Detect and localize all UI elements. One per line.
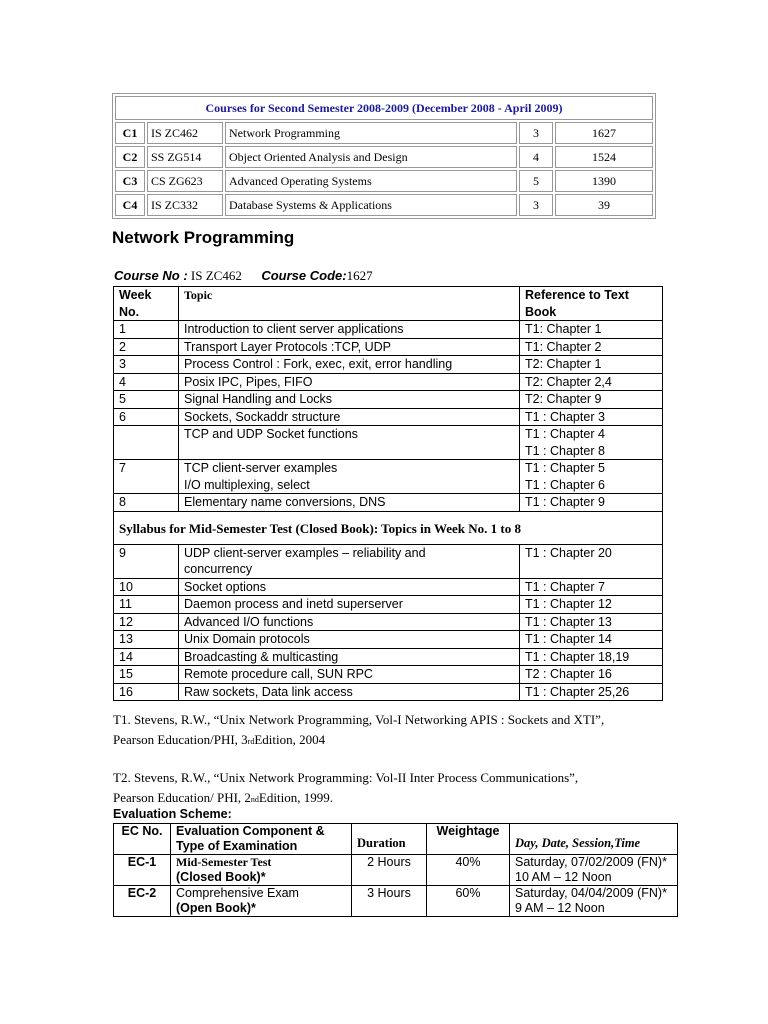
evaluation-component — [171, 855, 352, 886]
courses-table — [112, 93, 656, 219]
topic-line: Unix Domain protocols — [184, 632, 310, 646]
week-topic — [179, 321, 520, 339]
topic-line: Signal Handling and Locks — [184, 392, 333, 406]
topic-line: Posix IPC, Pipes, FIFO — [184, 374, 313, 389]
week-topic — [179, 408, 520, 426]
week-number: 3 — [114, 356, 179, 374]
course-no-value: IS ZC462 — [190, 268, 242, 283]
evaluation-title: Evaluation Scheme: — [113, 807, 232, 821]
week-reference — [520, 631, 663, 649]
component-type: (Open Book)* — [176, 901, 256, 915]
reference-line: T1 : Chapter 9 — [525, 495, 605, 509]
course-name: Object Oriented Analysis and Design — [225, 146, 517, 168]
reference-line: T1 : Chapter 12 — [525, 597, 612, 611]
reference-edition-suffix: nd — [250, 795, 259, 804]
week-reference — [520, 683, 663, 701]
week-number: 4 — [114, 373, 179, 391]
week-number: 6 — [114, 408, 179, 426]
course-row — [115, 122, 653, 144]
reference-line: T1 : Chapter 6 — [525, 477, 605, 492]
header-ec-no: EC No. — [114, 824, 171, 855]
week-reference — [520, 666, 663, 684]
week-number: 13 — [114, 631, 179, 649]
course-number: CS ZG623 — [147, 170, 223, 192]
course-name: Database Systems & Applications — [225, 194, 517, 216]
week-reference — [520, 596, 663, 614]
reference-line-1: T1. Stevens, R.W., “Unix Network Programming, Vol-I Networking APIS : Sockets and XTI”, — [113, 712, 605, 727]
week-row — [114, 578, 663, 596]
topic-line: Introduction to client server applications — [184, 322, 404, 336]
course-name: Advanced Operating Systems — [225, 170, 517, 192]
topic-line: Process Control : Fork, exec, exit, error handling — [184, 357, 453, 371]
reference-line: T1 : Chapter 7 — [525, 579, 605, 594]
week-row — [114, 666, 663, 684]
exam-schedule — [510, 886, 678, 917]
evaluation-row — [114, 886, 678, 917]
week-row — [114, 648, 663, 666]
week-reference — [520, 460, 663, 494]
header-reference: Reference to Text Book — [520, 287, 663, 321]
midsem-syllabus-note: Syllabus for Mid-Semester Test (Closed Book): Topics in Week No. 1 to 8 — [114, 511, 663, 544]
course-info-line — [114, 268, 373, 284]
reference-line-2-post: Edition, 1999. — [258, 790, 333, 805]
topic-line: Transport Layer Protocols :TCP, UDP — [184, 339, 392, 354]
week-row — [114, 391, 663, 409]
topic-line: Broadcasting & multicasting — [184, 649, 339, 664]
reference-line: T1 : Chapter 8 — [525, 443, 605, 458]
course-row — [115, 146, 653, 168]
course-row — [115, 194, 653, 216]
reference-line: T1: Chapter 2 — [525, 339, 602, 354]
week-number: 7 — [114, 460, 179, 494]
week-topic — [179, 426, 520, 460]
exam-time: 9 AM – 12 Noon — [515, 901, 605, 915]
course-code: 1627 — [555, 122, 653, 144]
week-topic — [179, 683, 520, 701]
exam-schedule — [510, 855, 678, 886]
week-row — [114, 613, 663, 631]
course-id: C2 — [115, 146, 145, 168]
topic-line: TCP and UDP Socket functions — [184, 427, 358, 441]
course-id: C4 — [115, 194, 145, 216]
exam-date: Saturday, 04/04/2009 (FN)* — [515, 886, 667, 900]
week-topic — [179, 578, 520, 596]
week-row — [114, 494, 663, 512]
week-topic — [179, 391, 520, 409]
header-day-date: Day, Date, Session,Time — [510, 824, 678, 855]
courses-table-container — [112, 93, 656, 219]
reference-line: T2: Chapter 2,4 — [525, 374, 612, 389]
header-week-no: Week No. — [114, 287, 179, 321]
course-units: 3 — [519, 122, 553, 144]
evaluation-table-container — [113, 823, 678, 917]
evaluation-table — [113, 823, 678, 917]
topic-line: Daemon process and inetd superserver — [184, 597, 403, 611]
week-topic — [179, 460, 520, 494]
course-units: 3 — [519, 194, 553, 216]
week-number: 8 — [114, 494, 179, 512]
reference-line-2-post: Edition, 2004 — [254, 732, 326, 747]
evaluation-component — [171, 886, 352, 917]
week-topic — [179, 356, 520, 374]
header-weightage: Weightage — [427, 824, 510, 855]
week-reference — [520, 373, 663, 391]
courses-table-caption: Courses for Second Semester 2008-2009 (December 2008 - April 2009) — [115, 96, 653, 120]
week-row — [114, 356, 663, 374]
topic-line: TCP client-server examples — [184, 461, 338, 475]
ec-number: EC-2 — [114, 886, 171, 917]
reference-edition-suffix: rd — [247, 737, 255, 746]
reference-line: T1 : Chapter 5 — [525, 461, 605, 475]
reference-line: T1: Chapter 1 — [525, 322, 602, 336]
topic-line: Advanced I/O functions — [184, 614, 314, 629]
week-row — [114, 544, 663, 578]
week-number: 2 — [114, 338, 179, 356]
week-reference — [520, 356, 663, 374]
week-number: 9 — [114, 544, 179, 578]
topic-line: Raw sockets, Data link access — [184, 684, 353, 699]
course-number: IS ZC462 — [147, 122, 223, 144]
week-number: 11 — [114, 596, 179, 614]
course-number: IS ZC332 — [147, 194, 223, 216]
week-reference — [520, 544, 663, 578]
week-reference — [520, 338, 663, 356]
week-topic — [179, 544, 520, 578]
week-topic — [179, 666, 520, 684]
ec-number: EC-1 — [114, 855, 171, 886]
evaluation-header-row — [114, 824, 678, 855]
week-number: 5 — [114, 391, 179, 409]
topic-line: Elementary name conversions, DNS — [184, 495, 386, 509]
week-reference — [520, 321, 663, 339]
reference-line: T1 : Chapter 14 — [525, 632, 612, 646]
reference-line: T1 : Chapter 4 — [525, 427, 605, 441]
topic-line: Sockets, Sockaddr structure — [184, 409, 341, 424]
week-row — [114, 321, 663, 339]
component-name: Mid-Semester Test — [176, 855, 272, 869]
week-row — [114, 683, 663, 701]
week-row — [114, 631, 663, 649]
course-id: C1 — [115, 122, 145, 144]
week-number: 14 — [114, 648, 179, 666]
course-code: 39 — [555, 194, 653, 216]
week-number — [114, 426, 179, 460]
week-number: 16 — [114, 683, 179, 701]
topic-line: UDP client-server examples – reliability and — [184, 545, 426, 560]
week-reference — [520, 426, 663, 460]
week-reference — [520, 494, 663, 512]
reference-line-1: T2. Stevens, R.W., “Unix Network Programming: Vol-II Inter Process Communications”, — [113, 770, 579, 785]
week-topic — [179, 494, 520, 512]
week-row — [114, 596, 663, 614]
reference-line: T1 : Chapter 25,26 — [525, 684, 630, 699]
reference-line-2-pre: Pearson Education/ PHI, 2 — [113, 790, 251, 805]
exam-duration: 2 Hours — [352, 855, 427, 886]
week-topic — [179, 596, 520, 614]
reference-line: T2: Chapter 9 — [525, 392, 602, 406]
exam-time: 10 AM – 12 Noon — [515, 870, 612, 884]
component-type: (Closed Book)* — [176, 870, 266, 884]
week-row — [114, 408, 663, 426]
week-reference — [520, 648, 663, 666]
week-number: 12 — [114, 613, 179, 631]
week-reference — [520, 578, 663, 596]
week-row — [114, 426, 663, 460]
exam-weightage: 40% — [427, 855, 510, 886]
week-row — [114, 373, 663, 391]
header-duration: Duration — [352, 824, 427, 855]
week-topic — [179, 613, 520, 631]
reference-line-2-pre: Pearson Education/PHI, 3 — [113, 732, 248, 747]
weekly-plan-container — [113, 286, 663, 701]
component-name: Comprehensive Exam — [176, 886, 299, 900]
course-no-label: Course No : — [114, 268, 188, 283]
reference-entry — [113, 710, 673, 752]
week-topic — [179, 338, 520, 356]
topic-line: Socket options — [184, 579, 266, 594]
midsem-syllabus-row — [114, 511, 663, 544]
weekly-plan-table — [113, 286, 663, 701]
reference-line: T1 : Chapter 13 — [525, 614, 612, 629]
course-name: Network Programming — [225, 122, 517, 144]
header-component: Evaluation Component & Type of Examination — [171, 824, 352, 855]
week-topic — [179, 648, 520, 666]
course-code-label: Course Code: — [261, 268, 347, 283]
week-row — [114, 460, 663, 494]
exam-duration: 3 Hours — [352, 886, 427, 917]
exam-date: Saturday, 07/02/2009 (FN)* — [515, 855, 667, 869]
reference-line: T1 : Chapter 20 — [525, 545, 612, 560]
week-topic — [179, 631, 520, 649]
reference-line: T2 : Chapter 16 — [525, 667, 612, 681]
week-topic — [179, 373, 520, 391]
course-code-value: 1627 — [346, 268, 373, 283]
week-number: 15 — [114, 666, 179, 684]
week-reference — [520, 408, 663, 426]
week-number: 10 — [114, 578, 179, 596]
course-number: SS ZG514 — [147, 146, 223, 168]
course-code: 1524 — [555, 146, 653, 168]
reference-entry — [113, 768, 673, 810]
week-number: 1 — [114, 321, 179, 339]
reference-line: T1 : Chapter 3 — [525, 409, 605, 424]
course-units: 4 — [519, 146, 553, 168]
weekly-plan-header-row — [114, 287, 663, 321]
week-reference — [520, 613, 663, 631]
course-code: 1390 — [555, 170, 653, 192]
topic-line: I/O multiplexing, select — [184, 477, 310, 492]
week-row — [114, 338, 663, 356]
reference-line: T2: Chapter 1 — [525, 357, 602, 371]
course-row — [115, 170, 653, 192]
reference-line: T1 : Chapter 18,19 — [525, 649, 630, 664]
evaluation-row — [114, 855, 678, 886]
topic-line: concurrency — [184, 562, 253, 576]
section-heading: Network Programming — [112, 228, 295, 247]
course-units: 5 — [519, 170, 553, 192]
exam-weightage: 60% — [427, 886, 510, 917]
header-topic: Topic — [179, 287, 520, 321]
course-id: C3 — [115, 170, 145, 192]
week-reference — [520, 391, 663, 409]
topic-line: Remote procedure call, SUN RPC — [184, 667, 373, 681]
